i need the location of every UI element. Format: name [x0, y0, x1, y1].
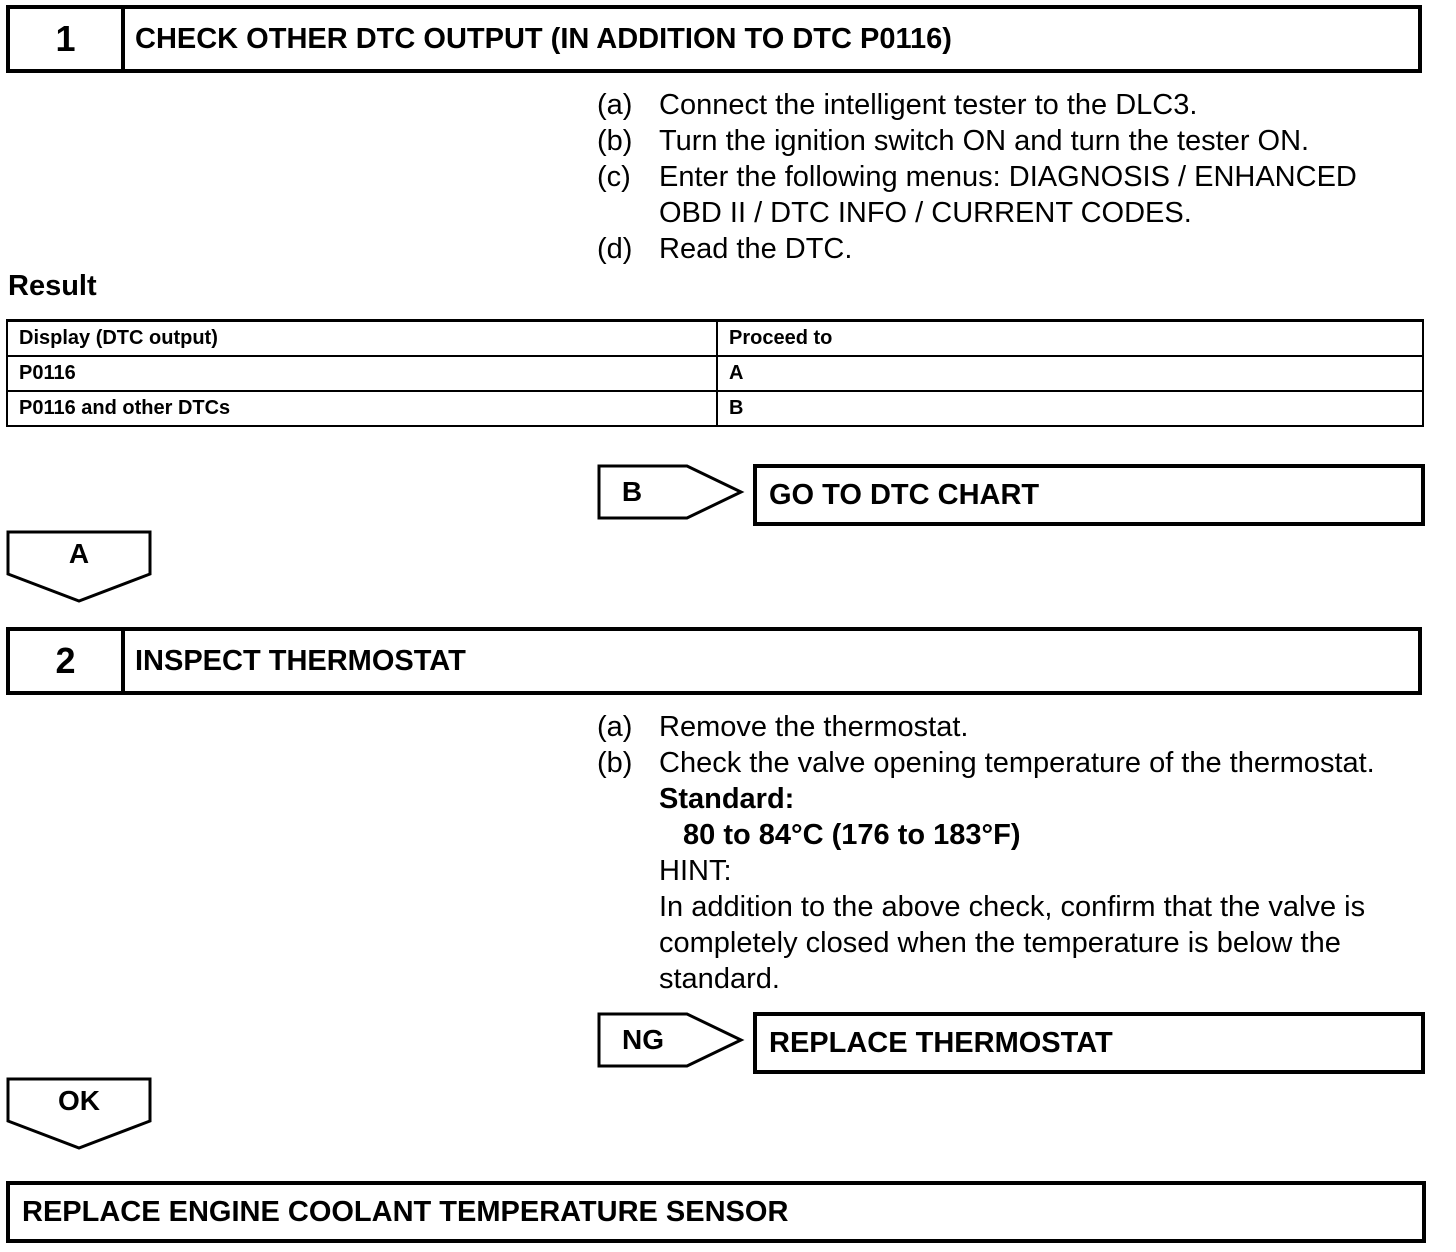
replace-thermostat-box: REPLACE THERMOSTAT: [753, 1012, 1425, 1074]
table-row: [7, 391, 1423, 426]
table-header-row: [7, 321, 1423, 356]
instruction-item: [597, 231, 1417, 267]
instruction-item: [597, 123, 1417, 159]
step-1-title: CHECK OTHER DTC OUTPUT (IN ADDITION TO DTC P0116): [135, 22, 952, 55]
instruction-item: [597, 159, 1417, 195]
instruction-text: Connect the intelligent tester to the DLC3.: [659, 89, 1198, 121]
hint-text: completely closed when the temperature is below the: [659, 927, 1341, 959]
table-cell: A: [717, 356, 1423, 391]
standard-value: 80 to 84°C (176 to 183°F): [683, 819, 1021, 851]
instruction-text: Read the DTC.: [659, 233, 853, 265]
table-cell: P0116: [7, 356, 717, 391]
step-2-header: [6, 627, 1422, 695]
instruction-item: [597, 709, 1417, 745]
hint-label: HINT:: [659, 855, 732, 887]
instruction-text: Enter the following menus: DIAGNOSIS / ENHANCED: [659, 161, 1357, 193]
branch-b-tag: [597, 464, 747, 524]
instruction-text: OBD II / DTC INFO / CURRENT CODES.: [659, 197, 1192, 229]
instruction-item-continued: [597, 195, 1417, 231]
table-header-cell: Display (DTC output): [7, 321, 717, 356]
instruction-label: (c): [597, 161, 631, 193]
branch-ok-tag: [6, 1077, 152, 1151]
branch-tag-label: OK: [58, 1085, 100, 1116]
instruction-label: (b): [597, 125, 633, 157]
instruction-label: (a): [597, 89, 633, 121]
table-cell: B: [717, 391, 1423, 426]
branch-a-tag: [6, 530, 152, 604]
standard-label: Standard:: [659, 783, 795, 815]
instruction-item: [597, 87, 1417, 123]
hint-text: standard.: [659, 963, 780, 995]
branch-tag-label: B: [621, 476, 643, 507]
step-1-number: 1: [10, 9, 125, 69]
branch-tag-label: NG: [622, 1024, 664, 1055]
step-2-instructions: [597, 709, 1417, 997]
instruction-label: (b): [597, 747, 633, 779]
instruction-text: Turn the ignition switch ON and turn the tester ON.: [659, 125, 1310, 157]
step-2-title: INSPECT THERMOSTAT: [135, 644, 466, 677]
step-2-number: 2: [10, 631, 125, 691]
instruction-text: Remove the thermostat.: [659, 711, 969, 743]
table-header-cell: Proceed to: [717, 321, 1423, 356]
instruction-label: (a): [597, 711, 633, 743]
hint-text: In addition to the above check, confirm that the valve is: [659, 891, 1366, 923]
final-action-box: REPLACE ENGINE COOLANT TEMPERATURE SENSOR: [6, 1181, 1426, 1243]
result-table: [6, 319, 1424, 427]
table-cell: P0116 and other DTCs: [7, 391, 717, 426]
instruction-label: (d): [597, 233, 633, 265]
instruction-item: [597, 745, 1417, 781]
table-row: [7, 356, 1423, 391]
branch-ng-tag: [597, 1012, 747, 1072]
instruction-text: Check the valve opening temperature of the thermostat.: [659, 747, 1375, 779]
step-1-header: [6, 5, 1422, 73]
go-to-dtc-chart-box: GO TO DTC CHART: [753, 464, 1425, 526]
result-label: Result: [8, 270, 97, 302]
step-1-instructions: [597, 87, 1417, 267]
branch-tag-label: A: [68, 538, 90, 569]
